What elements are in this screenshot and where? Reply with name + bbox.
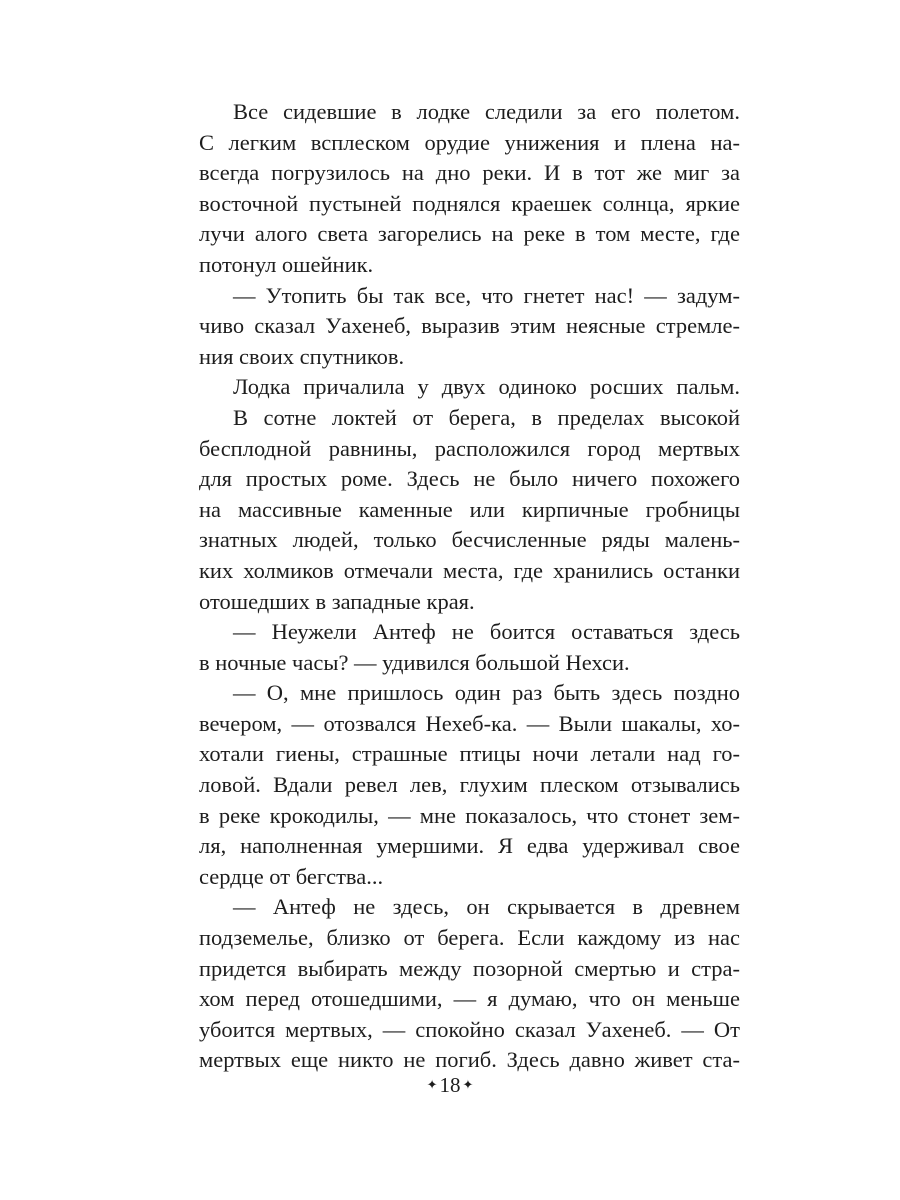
text-line: восточной пустыней поднялся краешек солнца, яркие: [199, 190, 740, 216]
diamond-ornament-icon: ✦: [426, 1077, 438, 1092]
text-line: ловой. Вдали ревел лев, глухим плеском отзывались: [199, 772, 740, 798]
diamond-ornament-icon: ✦: [462, 1077, 474, 1092]
text-line: ния своих спутников.: [199, 343, 405, 369]
text-line: Все сидевшие в лодке следили за его полетом.: [233, 99, 740, 124]
text-line: в ночные часы? — удивился большой Нехси.: [199, 649, 630, 675]
text-line: сердце от бегства...: [199, 863, 384, 889]
text-line: ля, наполненная умершими. Я едва удерживал свое: [199, 833, 740, 859]
text-line: всегда погрузилось на дно реки. И в тот же миг за: [199, 160, 740, 186]
text-line: для простых роме. Здесь не было ничего похожего: [199, 466, 740, 492]
page-footer: [0, 1072, 900, 1098]
text-line: ких холмиков отмечали места, где хранились останки: [199, 557, 740, 583]
text-line: вечером, — отозвался Нехеб-ка. — Выли шакалы, хо-: [199, 710, 740, 736]
text-line: — Антеф не здесь, он скрывается в древнем: [233, 894, 740, 920]
text-line: потонул ошейник.: [199, 251, 374, 277]
page-number: 18: [439, 1073, 461, 1097]
text-line: на массивные каменные или кирпичные гробницы: [199, 496, 740, 522]
text-line: подземелье, близко от берега. Если каждому из нас: [199, 925, 740, 951]
text-line: — Неужели Антеф не боится оставаться здесь: [233, 619, 740, 645]
text-line: знатных людей, только бесчисленные ряды малень-: [199, 527, 740, 553]
text-line: С легким всплеском орудие унижения и плена на-: [199, 129, 740, 155]
text-line: — Утопить бы так все, что гнетет нас! — задум-: [233, 282, 740, 308]
text-line: лучи алого света загорелись на реке в том месте, где: [199, 221, 740, 247]
text-line: придется выбирать между позорной смертью и стра-: [199, 955, 740, 981]
text-line: хотали гиены, страшные птицы ночи летали над го-: [199, 741, 740, 767]
text-line: В сотне локтей от берега, в пределах высокой: [233, 404, 740, 430]
body-text: [199, 97, 740, 1076]
text-line: в реке крокодилы, — мне показалось, что стонет зем-: [199, 802, 740, 828]
text-line: отошедших в западные края.: [199, 588, 475, 614]
text-line: убоится мертвых, — спокойно сказал Уахенеб. — От: [199, 1016, 740, 1042]
text-line: хом перед отошедшими, — я думаю, что он меньше: [199, 986, 740, 1012]
text-line: мертвых еще никто не погиб. Здесь давно живет ста-: [199, 1047, 740, 1073]
text-line: чиво сказал Уахенеб, выразив этим неясные стремле-: [199, 313, 740, 339]
text-line: Лодка причалила у двух одиноко росших пальм.: [233, 374, 740, 400]
text-line: — О, мне пришлось один раз быть здесь поздно: [233, 680, 740, 706]
text-line: бесплодной равнины, расположился город мертвых: [199, 435, 740, 461]
